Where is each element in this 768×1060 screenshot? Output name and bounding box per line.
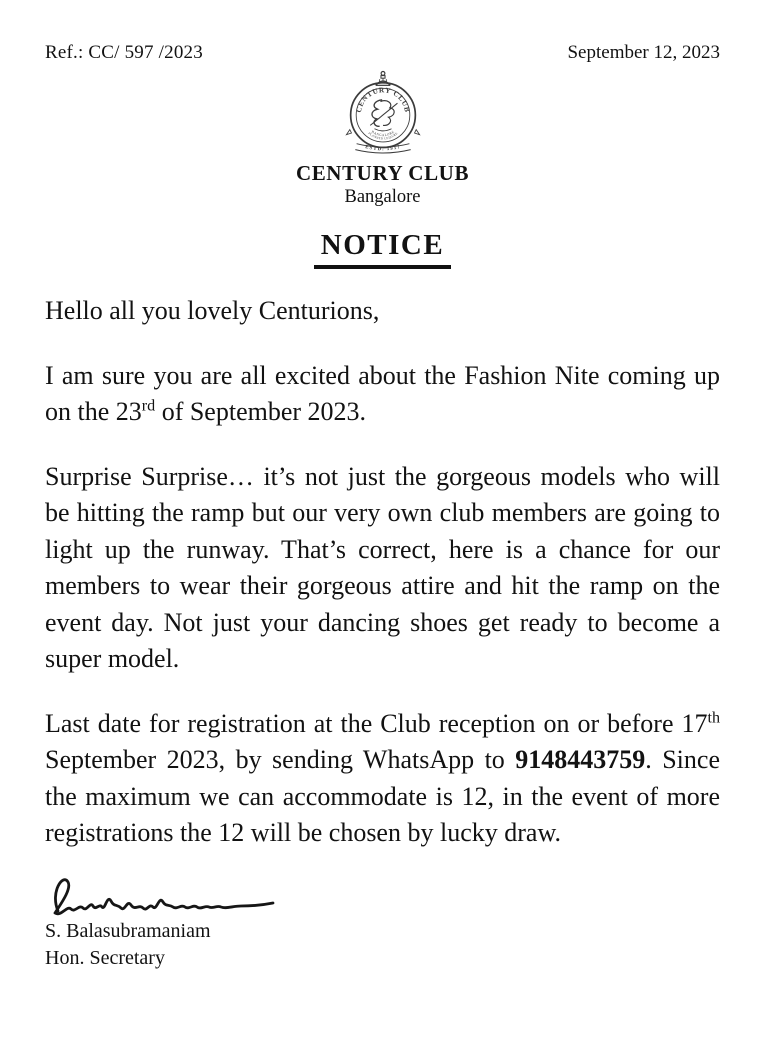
signatory-title: Hon. Secretary bbox=[45, 946, 165, 969]
paragraph-registration bbox=[45, 706, 720, 852]
paragraph-surprise: Surprise Surprise… it’s not just the gorgeous models who will be hitting the ramp but our very own club members are going to light up the runway. That’s correct, here is a chance for our members to wear their gorgeous attire and hit the ramp on the event day. Not just your dancing shoes get ready to become a super model. bbox=[45, 461, 720, 673]
crest-motto-text: PLANNED LEISURE bbox=[366, 131, 399, 141]
handwritten-signature bbox=[45, 870, 283, 920]
reference-number: Ref.: CC/ 597 /2023 bbox=[45, 42, 203, 63]
paragraph-text: September 2023, by sending WhatsApp to bbox=[45, 745, 516, 774]
paragraph-text: . Since the maximum we can accommodate is 12, in the event of more registrations the 12 will be chosen by lucky draw. bbox=[45, 745, 720, 847]
club-city: Bangalore bbox=[344, 187, 421, 207]
crest-ring-text: CENTURY CLUB bbox=[353, 85, 412, 114]
ordinal-superscript: rd bbox=[141, 397, 156, 415]
notice-body bbox=[45, 293, 720, 852]
paragraph-text: Last date for registration at the Club reception on or before 17 bbox=[45, 708, 708, 738]
club-identity-block bbox=[45, 70, 720, 208]
document-date: September 12, 2023 bbox=[567, 42, 720, 63]
title-row bbox=[45, 229, 720, 269]
ordinal-superscript: th bbox=[707, 708, 720, 726]
paragraph-text: I am sure you are all excited about the Fashion Nite coming up on the 23 bbox=[45, 360, 720, 426]
paragraph-text: of September 2023. bbox=[155, 397, 367, 426]
club-name: CENTURY CLUB bbox=[295, 161, 470, 185]
signature-block bbox=[45, 870, 720, 970]
signatory-name: S. Balasubramaniam bbox=[45, 919, 211, 942]
crest-monogram bbox=[370, 100, 397, 131]
crest-city-text: BANGALORE bbox=[370, 129, 395, 138]
whatsapp-number: 9148443759 bbox=[515, 745, 646, 774]
crest-estd-text: ESTD. 1917 bbox=[364, 144, 401, 153]
document-header bbox=[45, 42, 720, 64]
century-club-crest-icon bbox=[327, 70, 439, 156]
salutation-line: Hello all you lovely Centurions, bbox=[45, 296, 380, 325]
page-title: NOTICE bbox=[314, 229, 451, 269]
paragraph-fashion-nite bbox=[45, 358, 720, 431]
svg-text:ESTD. 1917 bbox=[364, 144, 401, 152]
